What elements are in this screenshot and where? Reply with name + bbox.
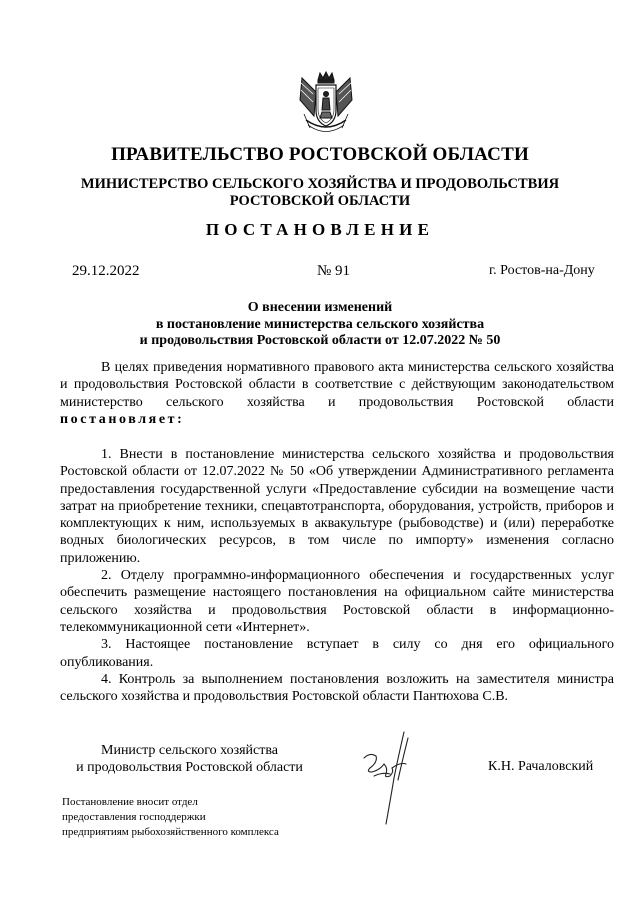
decree-item-3: 3. Настоящее постановление вступает в силу со дня его официального опубликования. [60,637,614,670]
preamble-text: В целях приведения нормативного правового акта министерства сельского хозяйства и продовольствия Ростовской области в соответствие с действующим законодательством министерство сельского хозяйства и продовольствия Ростовской области [60,360,614,410]
subject-line3: и продовольствия Ростовской области от 12.07.2022 № 50 [139,333,501,348]
signer-position [62,742,317,776]
note-line1: Постановление вносит отдел [62,796,198,808]
decree-item-2: 2. Отделу программно-информационного обеспечения и государственных услуг обеспечить размещение настоящего постановления на официальном сайте министерства сельского хозяйства и продовольствия Ростовской области в информационно-телекоммуникационной сети «Интернет». [60,568,614,635]
signer-position-line2: и продовольствия Ростовской области [76,760,303,775]
submission-note [62,795,279,840]
note-line2: предоставления господдержки [62,811,206,823]
signer-position-line1: Министр сельского хозяйства [101,743,278,758]
document-type: ПОСТАНОВЛЕНИЕ [205,220,435,239]
document-city: г. Ростов-на-Дону [489,263,595,278]
decree-item-4: 4. Контроль за выполнением постановления возложить на заместителя министра сельского хозяйства и продовольствия Ростовской области Пантюхова С.В. [60,671,614,705]
subject-line1: О внесении изменений [247,300,393,315]
signer-name: К.Н. Рачаловский [488,759,594,774]
government-title: ПРАВИТЕЛЬСТВО РОСТОВСКОЙ ОБЛАСТИ [111,144,529,165]
coat-of-arms-icon [296,70,356,138]
preamble [60,359,614,428]
note-line3: предприятиям рыбохозяйственного комплекса [62,826,279,838]
document-subject [0,300,640,350]
decree-item-1: 1. Внести в постановление министерства сельского хозяйства и продовольствия Ростовской области от 12.07.2022 № 50 «Об утверждении Административного регламента предоставления государственной услуги «Предоставление субсидии на возмещение части затрат на приобретение техники, спецавтотранспорта, оборудования, устройств, приборов и комплектующих к ним, используемых в аквакультуре (рыбоводстве) и (или) переработке водных биологических ресурсов, в том числе по импорту» изменения согласно приложению. [60,447,614,566]
ministry-name-line2: РОСТОВСКОЙ ОБЛАСТИ [229,193,411,209]
document-number: № 91 [317,263,351,279]
subject-line2: в постановление министерства сельского хозяйства [155,316,485,332]
document-date: 29.12.2022 [72,263,140,279]
decree-items [60,446,614,705]
decree-word: постановляет: [60,411,185,427]
ministry-name-line1: МИНИСТЕРСТВО СЕЛЬСКОГО ХОЗЯЙСТВА И ПРОДОВОЛЬСТВИЯ [80,176,560,192]
handwritten-signature-icon [360,728,418,826]
